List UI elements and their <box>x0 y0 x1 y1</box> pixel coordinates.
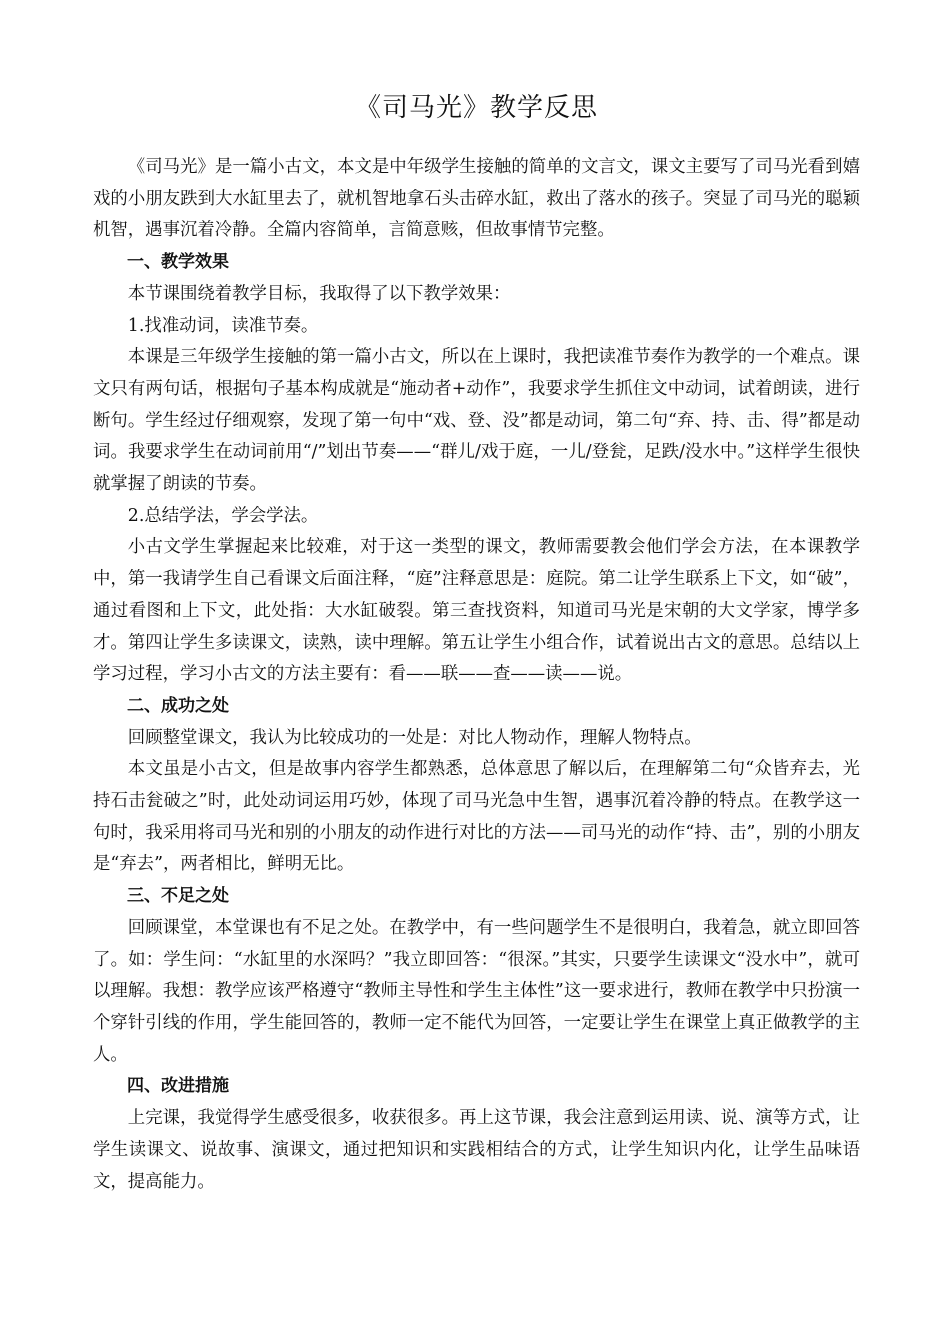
paragraph: 本课是三年级学生接触的第一篇小古文，所以在上课时，我把读准节奏作为教学的一个难点。课文只有两句话，根据句子基本构成就是“施动者+动作”，我要求学生抓住文中动词，试着朗读，进行断句。学生经过仔细观察，发现了第一句中“戏、登、没”都是动词，第二句“弃、持、击、得”都是动词。我要求学生在动词前用“/”划出节奏——“群儿/戏于庭，一儿/登瓮，足跌/没水中。”这样学生很快就掌握了朗读的节奏。 <box>93 347 860 495</box>
paragraph: 本节课围绕着教学目标，我取得了以下教学效果： <box>127 283 511 304</box>
paragraph: 上完课，我觉得学生感受很多，收获很多。再上这节课，我会注意到运用读、说、演等方式，让学生读课文、说故事、演课文，通过把知识和实践相结合的方式，让学生知识内化，让学生品味语文，提高能力。 <box>93 1108 860 1192</box>
paragraph: 小古文学生掌握起来比较难，对于这一类型的课文，教师需要教会他们学会方法，在本课教学中，第一我请学生自己看课文后面注释，“庭”注释意思是：庭院。第二让学生联系上下文，如“破”，通过看图和上下文，此处指：大水缸破裂。第三查找资料，知道司马光是宋朝的大文学家，博学多才。第四让学生多读课文，读熟，读中理解。第五让学生小组合作，试着说出古文的意思。总结以上学习过程，学习小古文的方法主要有：看——联——查——读——说。 <box>93 537 860 685</box>
subheading-point-2: 2.总结学法，学会学法。 <box>127 505 319 526</box>
intro-paragraph: 《司马光》是一篇小古文，本文是中年级学生接触的简单的文言文，课文主要写了司马光看到嬉戏的小朋友跌到大水缸里去了，就机智地拿石头击碎水缸，救出了落水的孩子。突显了司马光的聪颖机智，遇事沉着冷静。全篇内容简单，言简意赅，但故事情节完整。 <box>93 157 860 241</box>
document-title: 《司马光》教学反思 <box>354 93 598 123</box>
section-heading-success: 二、成功之处 <box>127 695 229 716</box>
section-heading-teaching-effect: 一、教学效果 <box>127 252 229 273</box>
paragraph: 回顾整堂课文，我认为比较成功的一处是：对比人物动作，理解人物特点。 <box>127 727 702 748</box>
section-heading-improvements: 四、改进措施 <box>127 1076 229 1097</box>
section-heading-shortcomings: 三、不足之处 <box>127 886 229 907</box>
paragraph: 回顾课堂，本堂课也有不足之处。在教学中，有一些问题学生不是很明白，我着急，就立即回答了。如：学生问：“水缸里的水深吗？”我立即回答：“很深。”其实，只要学生读课文“没水中”，就可以理解。我想：教学应该严格遵守“教师主导性和学生主体性”这一要求进行，教师在教学中只扮演一个穿针引线的作用，学生能回答的，教师一定不能代为回答，一定要让学生在课堂上真正做教学的主人。 <box>93 917 860 1065</box>
paragraph: 本文虽是小古文，但是故事内容学生都熟悉，总体意思了解以后，在理解第二句“众皆弃去，光持石击瓮破之”时，此处动词运用巧妙，体现了司马光急中生智，遇事沉着冷静的特点。在教学这一句时，我采用将司马光和别的小朋友的动作进行对比的方法——司马光的动作“持、击”，别的小朋友是“弃去”，两者相比，鲜明无比。 <box>93 759 860 875</box>
subheading-point-1: 1.找准动词，读准节奏。 <box>127 315 319 336</box>
